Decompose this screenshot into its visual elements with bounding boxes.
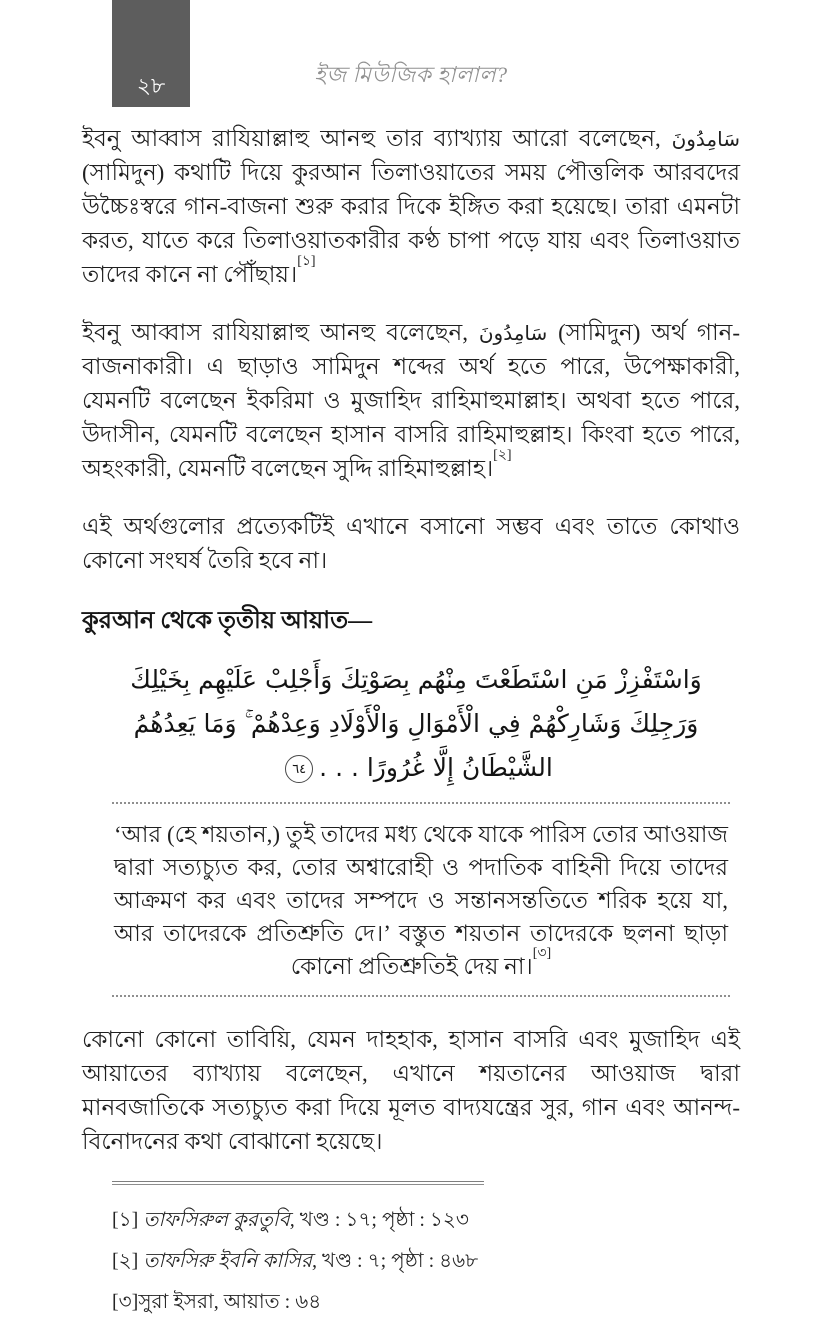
verse-translation bbox=[114, 818, 728, 983]
paragraph-2-text-before: ইবনু আব্বাস রাযিয়াল্লাহু আনহু বলেছেন, bbox=[82, 320, 479, 345]
running-title: ইজ মিউজিক হালাল? bbox=[314, 62, 508, 87]
footnote-ref-1: [১] bbox=[297, 254, 316, 270]
arabic-word-samidun-1: سَامِدُونَ bbox=[671, 127, 740, 151]
footnotes-section bbox=[112, 1181, 740, 1317]
footnote-1 bbox=[112, 1205, 740, 1235]
paragraph-4: কোনো কোনো তাবিয়ি, যেমন দাহহাক, হাসান বাসরি এবং মুজাহিদ এই আয়াতের ব্যাখ্যায় বলেছেন, এখানে শয়তানের আওয়াজ দ্বারা মানবজাতিকে সত্যচ্যুত করা দিয়ে মূলত বাদ্যযন্ত্রের সুর, গান এবং আনন্দ-বিনোদনের কথা বোঝানো হয়েছে। bbox=[82, 1027, 740, 1154]
footnote-1-marker: [১] bbox=[112, 1209, 139, 1231]
footnote-1-detail: খণ্ড : ১৭; পৃষ্ঠা : ১২৩ bbox=[294, 1209, 469, 1231]
paragraph-1 bbox=[82, 122, 740, 292]
translation-text: ‘আর (হে শয়তান,) তুই তাদের মধ্য থেকে যাকে পারিস তোর আওয়াজ দ্বারা সত্যচ্যুত কর, তোর অশ্বারোহী ও পদাতিক বাহিনী দিয়ে তাদের আক্রমণ কর এবং তাদের সম্পদে ও সন্তানসন্ততিতে শরিক হয়ে যা, আর তাদেরকে প্রতিশ্রুতি দে।’ বস্তুত শয়তান তাদেরকে ছলনা ছাড়া কোনো প্রতিশ্রুতিই দেয় না। bbox=[114, 822, 728, 979]
footnote-2 bbox=[112, 1246, 740, 1276]
footnote-3-marker: [৩] bbox=[112, 1291, 139, 1313]
footnote-ref-3: [৩] bbox=[532, 946, 552, 962]
arabic-word-samidun-2: سَامِدُونَ bbox=[478, 321, 548, 345]
footnote-2-source: তাফসিরু ইবনি কাসির, bbox=[138, 1250, 317, 1272]
translation-block bbox=[112, 802, 730, 997]
footnote-2-marker: [২] bbox=[112, 1250, 139, 1272]
paragraph-2-text-after: (সামিদুন) অর্থ গান-বাজনাকারী। এ ছাড়াও সামিদুন শব্দের অর্থ হতে পারে, উপেক্ষাকারী, যেমনটি বলেছেন ইকরিমা ও মুজাহিদ রাহিমাহুমাল্লাহ। অথবা হতে পারে, উদাসীন, যেমনটি বলেছেন হাসান বাসরি রাহিমাহুল্লাহ। কিংবা হতে পারে, অহংকারী, যেমনটি বলেছেন সুদ্দি রাহিমাহুল্লাহ। bbox=[82, 320, 740, 481]
footnote-2-detail: খণ্ড : ৭; পৃষ্ঠা : ৪৬৮ bbox=[316, 1250, 479, 1272]
arabic-verse-text: وَاسْتَفْزِزْ مَنِ اسْتَطَعْتَ مِنْهُم بِصَوْتِكَ وَأَجْلِبْ عَلَيْهِم بِخَيْلِكَ وَرَجِلِكَ وَشَارِكْهُمْ فِي الْأَمْوَالِ وَالْأَوْلَادِ وَعِدْهُمْ ۚ وَمَا يَعِدُهُمُ الشَّيْطَانُ إِلَّا غُرُورًا bbox=[130, 665, 702, 782]
ayah-end-marker: ٦٤ bbox=[285, 755, 313, 783]
footnote-3-detail: সুরা ইসরা, আয়াত : ৬৪ bbox=[138, 1291, 322, 1313]
paragraph-1-text-after: (সামিদুন) কথাটি দিয়ে কুরআন তিলাওয়াতের সময় পৌত্তলিক আরবদের উচ্চৈঃস্বরে গান-বাজনা শুরু করার দিকে ইঙ্গিত করা হয়েছে। তারা এমনটা করত, যাতে করে তিলাওয়াতকারীর কণ্ঠ চাপা পড়ে যায় এবং তিলাওয়াত তাদের কানে না পৌঁছায়। bbox=[82, 160, 740, 287]
footnote-3 bbox=[112, 1287, 740, 1317]
section-heading: কুরআন থেকে তৃতীয় আয়াত— bbox=[82, 608, 373, 634]
verse-ellipsis: . . . bbox=[319, 753, 359, 782]
paragraph-3: এই অর্থগুলোর প্রত্যেকটিই এখানে বসানো সম্ভব এবং তাতে কোথাও কোনো সংঘর্ষ তৈরি হবে না। bbox=[82, 514, 740, 573]
footnote-separator bbox=[112, 1181, 484, 1185]
paragraph-1-text-before: ইবনু আব্বাস রাযিয়াল্লাহু আনহু তার ব্যাখ্যায় আরো বলেছেন, bbox=[82, 126, 672, 151]
paragraph-2 bbox=[82, 316, 740, 486]
page-content bbox=[82, 122, 740, 1328]
page-number: ২৮ bbox=[136, 73, 166, 98]
arabic-verse bbox=[112, 658, 720, 790]
footnote-ref-2: [২] bbox=[493, 448, 512, 464]
footnote-1-source: তাফসিরুল কুরতুবি, bbox=[138, 1209, 295, 1231]
